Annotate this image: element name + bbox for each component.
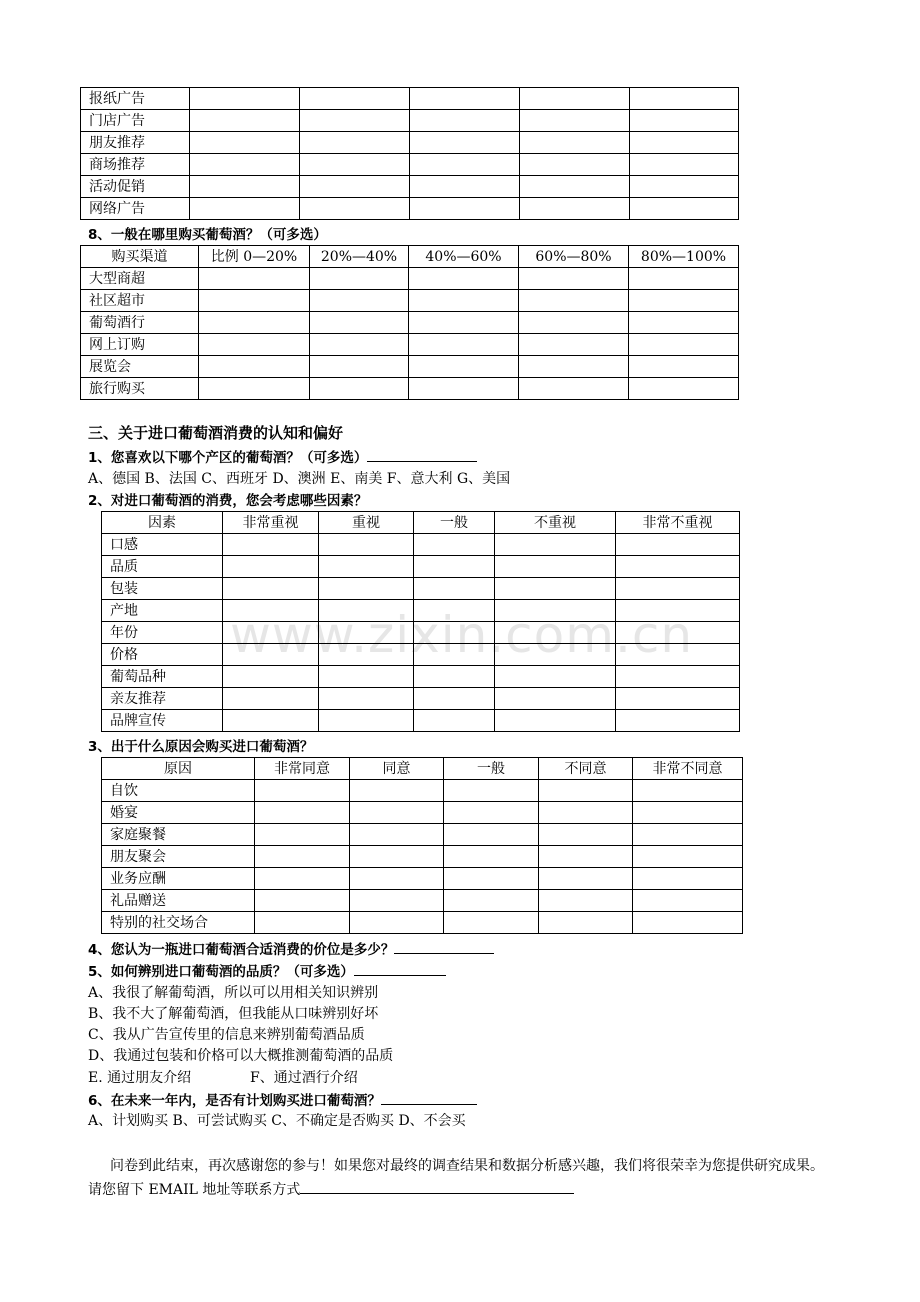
table-row [81,132,739,154]
answer-cell[interactable] [633,846,743,868]
column-header: 非常不同意 [633,758,743,780]
answer-cell[interactable] [350,824,444,846]
answer-cell[interactable] [539,890,633,912]
table-row [81,290,739,312]
answer-cell[interactable] [519,356,629,378]
answer-cell[interactable] [630,88,739,110]
answer-cell[interactable] [520,88,630,110]
answer-cell[interactable] [190,176,300,198]
answer-cell[interactable] [199,312,310,334]
answer-cell[interactable] [414,600,495,622]
answer-cell[interactable] [319,710,414,732]
row-label: 社区超市 [81,290,199,312]
answer-cell[interactable] [350,802,444,824]
s4-answer-blank[interactable] [394,939,494,954]
watermark: www.zixin.com.cn [230,606,694,664]
answer-cell[interactable] [310,356,409,378]
answer-cell[interactable] [409,378,519,400]
answer-cell[interactable] [519,378,629,400]
answer-cell[interactable] [190,154,300,176]
answer-cell[interactable] [539,780,633,802]
answer-cell[interactable] [300,132,410,154]
answer-cell[interactable] [520,176,630,198]
s2-title: 2、对进口葡萄酒的消费，您会考虑哪些因素？ [88,493,368,509]
answer-cell[interactable] [409,290,519,312]
s5-option-e: E. 通过朋友介绍 [88,1070,192,1086]
s5-option-a: A、我很了解葡萄酒，所以可以用相关知识辨别 [88,985,379,1001]
answer-cell[interactable] [520,154,630,176]
answer-cell[interactable] [255,868,350,890]
row-label: 业务应酬 [102,868,255,890]
answer-cell[interactable] [255,912,350,934]
answer-cell[interactable] [190,110,300,132]
s3-header-row [102,758,743,780]
answer-cell[interactable] [539,912,633,934]
answer-cell[interactable] [616,622,740,644]
answer-cell[interactable] [633,868,743,890]
answer-cell[interactable] [410,88,520,110]
row-label: 品质 [102,556,223,578]
answer-cell[interactable] [444,868,539,890]
table-row [102,802,743,824]
answer-cell[interactable] [629,334,739,356]
s6-answer-blank[interactable] [381,1090,477,1105]
table-row [81,378,739,400]
answer-cell[interactable] [633,890,743,912]
answer-cell[interactable] [409,356,519,378]
answer-cell[interactable] [414,556,495,578]
answer-cell[interactable] [616,710,740,732]
row-label: 网络广告 [81,198,190,220]
answer-cell[interactable] [630,154,739,176]
answer-cell[interactable] [539,846,633,868]
table-row [102,644,740,666]
row-label: 特别的社交场合 [102,912,255,934]
table-row [102,534,740,556]
answer-cell[interactable] [350,890,444,912]
answer-cell[interactable] [199,378,310,400]
answer-cell[interactable] [410,154,520,176]
column-header: 40%—60% [409,246,519,268]
closing-text: 请您留下 EMAIL 地址等联系方式 [88,1182,301,1198]
table-row [102,688,740,710]
answer-cell[interactable] [223,688,319,710]
row-label: 报纸广告 [81,88,190,110]
answer-cell[interactable] [319,666,414,688]
s5-option-d: D、我通过包装和价格可以大概推测葡萄酒的品质 [88,1048,394,1064]
answer-cell[interactable] [633,912,743,934]
answer-cell[interactable] [616,556,740,578]
answer-cell[interactable] [520,198,630,220]
answer-cell[interactable] [319,644,414,666]
answer-cell[interactable] [539,824,633,846]
s5-option-c: C、我从广告宣传里的信息来辨别葡萄酒品质 [88,1027,365,1043]
answer-cell[interactable] [310,268,409,290]
answer-cell[interactable] [300,176,410,198]
table-row [102,868,743,890]
answer-cell[interactable] [350,868,444,890]
answer-cell[interactable] [629,268,739,290]
column-header: 非常同意 [255,758,350,780]
table-row [81,334,739,356]
answer-cell[interactable] [350,780,444,802]
answer-cell[interactable] [319,688,414,710]
answer-cell[interactable] [255,780,350,802]
answer-cell[interactable] [616,578,740,600]
s5-answer-blank[interactable] [354,961,446,976]
table-row [81,110,739,132]
table-row [102,666,740,688]
s1-title: 1、您喜欢以下哪个产区的葡萄酒？（可多选） [88,450,368,466]
answer-cell[interactable] [319,600,414,622]
answer-cell[interactable] [410,110,520,132]
row-label: 大型商超 [81,268,199,290]
answer-cell[interactable] [616,666,740,688]
row-label: 葡萄酒行 [81,312,199,334]
answer-cell[interactable] [310,290,409,312]
row-label: 家庭聚餐 [102,824,255,846]
table-row [81,198,739,220]
answer-cell[interactable] [414,578,495,600]
s1-question [88,447,477,468]
row-label: 门店广告 [81,110,190,132]
s2-header-row [102,512,740,534]
answer-cell[interactable] [630,198,739,220]
answer-cell[interactable] [300,88,410,110]
answer-cell[interactable] [410,198,520,220]
s6-question [88,1090,477,1111]
answer-cell[interactable] [223,556,319,578]
answer-cell[interactable] [310,334,409,356]
answer-cell[interactable] [630,176,739,198]
answer-cell[interactable] [630,132,739,154]
table-row [102,578,740,600]
answer-cell[interactable] [190,198,300,220]
row-label: 品牌宣传 [102,710,223,732]
row-label: 朋友聚会 [102,846,255,868]
table-row [81,356,739,378]
answer-cell[interactable] [519,290,629,312]
answer-cell[interactable] [519,312,629,334]
answer-cell[interactable] [520,110,630,132]
s6-title: 6、在未来一年内，是否有计划购买进口葡萄酒？ [88,1093,381,1109]
row-label: 活动促销 [81,176,190,198]
row-label: 年份 [102,622,223,644]
answer-cell[interactable] [319,622,414,644]
row-label: 朋友推荐 [81,132,190,154]
table-row [102,622,740,644]
answer-cell[interactable] [414,644,495,666]
row-label: 产地 [102,600,223,622]
column-header: 非常不重视 [616,512,740,534]
answer-cell[interactable] [444,890,539,912]
answer-cell[interactable] [199,356,310,378]
column-header: 一般 [414,512,495,534]
table-row [102,556,740,578]
closing-line-1: 问卷到此结束，再次感谢您的参与！如果您对最终的调查结果和数据分析感兴趣，我们将很荣幸为您提供研究成果。 [110,1158,824,1174]
row-label: 婚宴 [102,802,255,824]
answer-cell[interactable] [414,534,495,556]
answer-cell[interactable] [519,268,629,290]
purchase-channel-table [80,245,739,400]
answer-cell[interactable] [444,912,539,934]
section-title: 三、关于进口葡萄酒消费的认知和偏好 [88,424,344,442]
table-row [81,312,739,334]
row-label: 自饮 [102,780,255,802]
answer-cell[interactable] [414,710,495,732]
answer-cell[interactable] [255,890,350,912]
answer-cell[interactable] [223,622,319,644]
row-label: 旅行购买 [81,378,199,400]
answer-cell[interactable] [409,268,519,290]
email-blank[interactable] [300,1179,574,1194]
answer-cell[interactable] [414,666,495,688]
answer-cell[interactable] [629,356,739,378]
answer-cell[interactable] [300,154,410,176]
answer-cell[interactable] [199,290,310,312]
row-label: 葡萄品种 [102,666,223,688]
answer-cell[interactable] [616,688,740,710]
column-header: 原因 [102,758,255,780]
row-label: 口感 [102,534,223,556]
column-header: 非常重视 [223,512,319,534]
answer-cell[interactable] [190,88,300,110]
table-row [81,88,739,110]
answer-cell[interactable] [199,334,310,356]
closing-line-2 [88,1179,574,1200]
answer-cell[interactable] [300,110,410,132]
column-header: 不同意 [539,758,633,780]
table-row [81,154,739,176]
column-header: 比例 0—20% [199,246,310,268]
column-header: 购买渠道 [81,246,199,268]
s5-title: 5、如何辨别进口葡萄酒的品质？（可多选） [88,964,354,980]
s3-title: 3、出于什么原因会购买进口葡萄酒？ [88,739,314,755]
answer-cell[interactable] [444,780,539,802]
answer-cell[interactable] [300,198,410,220]
column-header: 重视 [319,512,414,534]
answer-cell[interactable] [495,578,616,600]
answer-cell[interactable] [255,802,350,824]
answer-cell[interactable] [629,312,739,334]
s1-options: A、德国 B、法国 C、西班牙 D、澳洲 E、南美 F、意大利 G、美国 [88,471,511,487]
answer-cell[interactable] [539,868,633,890]
s5-option-f: F、通过酒行介绍 [250,1070,358,1086]
factor-table [101,511,740,732]
answer-cell[interactable] [319,556,414,578]
s5-question [88,961,446,982]
ad-channel-table [80,87,739,220]
column-header: 80%—100% [629,246,739,268]
answer-cell[interactable] [629,290,739,312]
answer-cell[interactable] [616,600,740,622]
answer-cell[interactable] [199,268,310,290]
row-label: 亲友推荐 [102,688,223,710]
answer-cell[interactable] [633,780,743,802]
answer-cell[interactable] [495,688,616,710]
column-header: 一般 [444,758,539,780]
answer-cell[interactable] [409,334,519,356]
reason-table [101,757,743,934]
column-header: 同意 [350,758,444,780]
answer-cell[interactable] [310,312,409,334]
answer-cell[interactable] [223,710,319,732]
table-row [102,846,743,868]
row-label: 商场推荐 [81,154,190,176]
answer-cell[interactable] [444,802,539,824]
table-row [102,890,743,912]
answer-cell[interactable] [629,378,739,400]
table-row [102,780,743,802]
s5-option-b: B、我不大了解葡萄酒，但我能从口味辨别好坏 [88,1006,379,1022]
q8-title: 8、一般在哪里购买葡萄酒？（可多选） [88,227,327,243]
answer-cell[interactable] [410,176,520,198]
s1-answer-blank[interactable] [367,447,477,462]
answer-cell[interactable] [350,912,444,934]
s4-title: 4、您认为一瓶进口葡萄酒合适消费的价位是多少？ [88,942,395,958]
q8-header-row [81,246,739,268]
answer-cell[interactable] [519,334,629,356]
answer-cell[interactable] [444,824,539,846]
answer-cell[interactable] [633,824,743,846]
table-row [102,710,740,732]
answer-cell[interactable] [223,534,319,556]
answer-cell[interactable] [255,846,350,868]
table-row [81,176,739,198]
answer-cell[interactable] [223,666,319,688]
answer-cell[interactable] [190,132,300,154]
answer-cell[interactable] [616,644,740,666]
s4-question [88,939,494,960]
column-header: 因素 [102,512,223,534]
answer-cell[interactable] [310,378,409,400]
answer-cell[interactable] [223,644,319,666]
row-label: 展览会 [81,356,199,378]
column-header: 60%—80% [519,246,629,268]
answer-cell[interactable] [495,600,616,622]
answer-cell[interactable] [319,578,414,600]
answer-cell[interactable] [414,622,495,644]
table-row [102,912,743,934]
answer-cell[interactable] [223,600,319,622]
answer-cell[interactable] [350,846,444,868]
answer-cell[interactable] [223,578,319,600]
row-label: 价格 [102,644,223,666]
answer-cell[interactable] [539,802,633,824]
table-row [102,600,740,622]
answer-cell[interactable] [495,556,616,578]
column-header: 20%—40% [310,246,409,268]
answer-cell[interactable] [495,644,616,666]
answer-cell[interactable] [495,666,616,688]
answer-cell[interactable] [444,846,539,868]
answer-cell[interactable] [319,534,414,556]
row-label: 包装 [102,578,223,600]
answer-cell[interactable] [616,534,740,556]
row-label: 网上订购 [81,334,199,356]
column-header: 不重视 [495,512,616,534]
table-row [102,824,743,846]
answer-cell[interactable] [495,710,616,732]
answer-cell[interactable] [495,534,616,556]
answer-cell[interactable] [630,110,739,132]
row-label: 礼品赠送 [102,890,255,912]
answer-cell[interactable] [410,132,520,154]
s6-options: A、计划购买 B、可尝试购买 C、不确定是否购买 D、不会买 [88,1113,466,1129]
answer-cell[interactable] [255,824,350,846]
answer-cell[interactable] [633,802,743,824]
table-row [81,268,739,290]
answer-cell[interactable] [495,622,616,644]
answer-cell[interactable] [409,312,519,334]
answer-cell[interactable] [520,132,630,154]
answer-cell[interactable] [414,688,495,710]
